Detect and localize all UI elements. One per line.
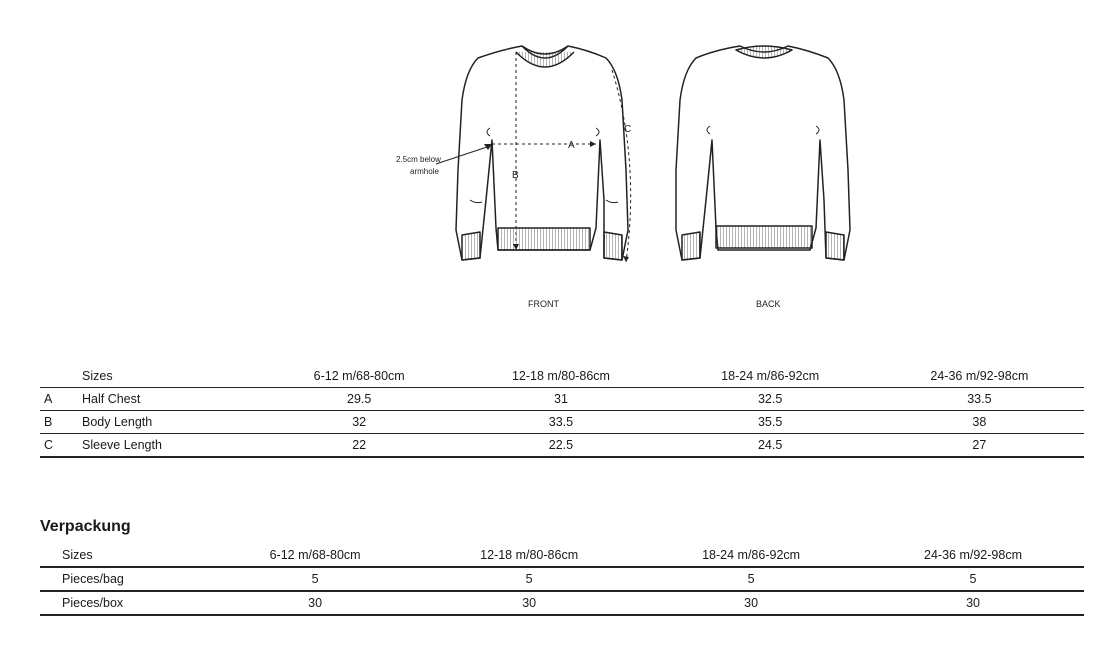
back-label: BACK: [756, 299, 781, 309]
cell-value: 5: [212, 567, 418, 591]
header-size-3: 18-24 m/86-92cm: [702, 547, 801, 562]
header-size-1: 6-12 m/68-80cm: [269, 547, 361, 562]
cell-value: 32.5: [666, 388, 875, 411]
front-sweatshirt: [456, 46, 628, 260]
row-label: Body Length: [82, 411, 262, 434]
packaging-title: Verpackung: [40, 518, 131, 535]
row-label: Pieces/bag: [40, 567, 212, 591]
row-index: A: [40, 388, 82, 411]
cell-value: 24.5: [666, 434, 875, 458]
row-index: B: [40, 411, 82, 434]
cell-value: 30: [862, 591, 1084, 615]
label-a: A: [568, 140, 575, 151]
table-row-pieces-bag: [40, 567, 1084, 591]
table-row-pieces-box: [40, 591, 1084, 615]
header-size-3: 18-24 m/86-92cm: [666, 365, 875, 388]
cell-value: 38: [875, 411, 1084, 434]
garment-illustration: [380, 30, 880, 320]
measurements-header-row: [40, 365, 1084, 388]
armhole-pointer: [436, 146, 490, 164]
cell-value: 5: [862, 567, 1084, 591]
label-c: C: [624, 124, 632, 135]
header-index: [40, 365, 82, 388]
packaging-header-row: [40, 543, 1084, 567]
header-size-2: 12-18 m/80-86cm: [480, 547, 579, 562]
back-sweatshirt: [676, 46, 850, 260]
sweatshirt-drawing: [380, 30, 880, 320]
cell-value: 30: [418, 591, 640, 615]
cell-value: 22.5: [456, 434, 665, 458]
header-size-4: 24-36 m/92-98cm: [924, 547, 1022, 562]
table-row-body-length: [40, 411, 1084, 434]
armhole-note-line2: armhole: [410, 167, 439, 176]
header-size-1: 6-12 m/68-80cm: [262, 365, 456, 388]
cell-value: 35.5: [666, 411, 875, 434]
cell-value: 33.5: [456, 411, 665, 434]
header-size-2: 12-18 m/80-86cm: [456, 365, 665, 388]
row-label: Half Chest: [82, 388, 262, 411]
cell-value: 5: [418, 567, 640, 591]
cell-value: 30: [640, 591, 862, 615]
armhole-note-line1: 2.5cm below: [396, 155, 441, 164]
header-sizes: Sizes: [62, 547, 93, 562]
cell-value: 32: [262, 411, 456, 434]
front-label: FRONT: [528, 299, 559, 309]
table-row-half-chest: [40, 388, 1084, 411]
measurements-table: [40, 365, 1084, 458]
row-index: C: [40, 434, 82, 458]
cell-value: 29.5: [262, 388, 456, 411]
table-row-sleeve-length: [40, 434, 1084, 458]
row-label: Pieces/box: [40, 591, 212, 615]
cell-value: 27: [875, 434, 1084, 458]
cell-value: 30: [212, 591, 418, 615]
cell-value: 31: [456, 388, 665, 411]
label-b: B: [512, 170, 519, 181]
cell-value: 33.5: [875, 388, 1084, 411]
header-size-4: 24-36 m/92-98cm: [875, 365, 1084, 388]
cell-value: 5: [640, 567, 862, 591]
header-sizes: Sizes: [82, 365, 262, 388]
row-label: Sleeve Length: [82, 434, 262, 458]
cell-value: 22: [262, 434, 456, 458]
packaging-table: [40, 543, 1084, 616]
